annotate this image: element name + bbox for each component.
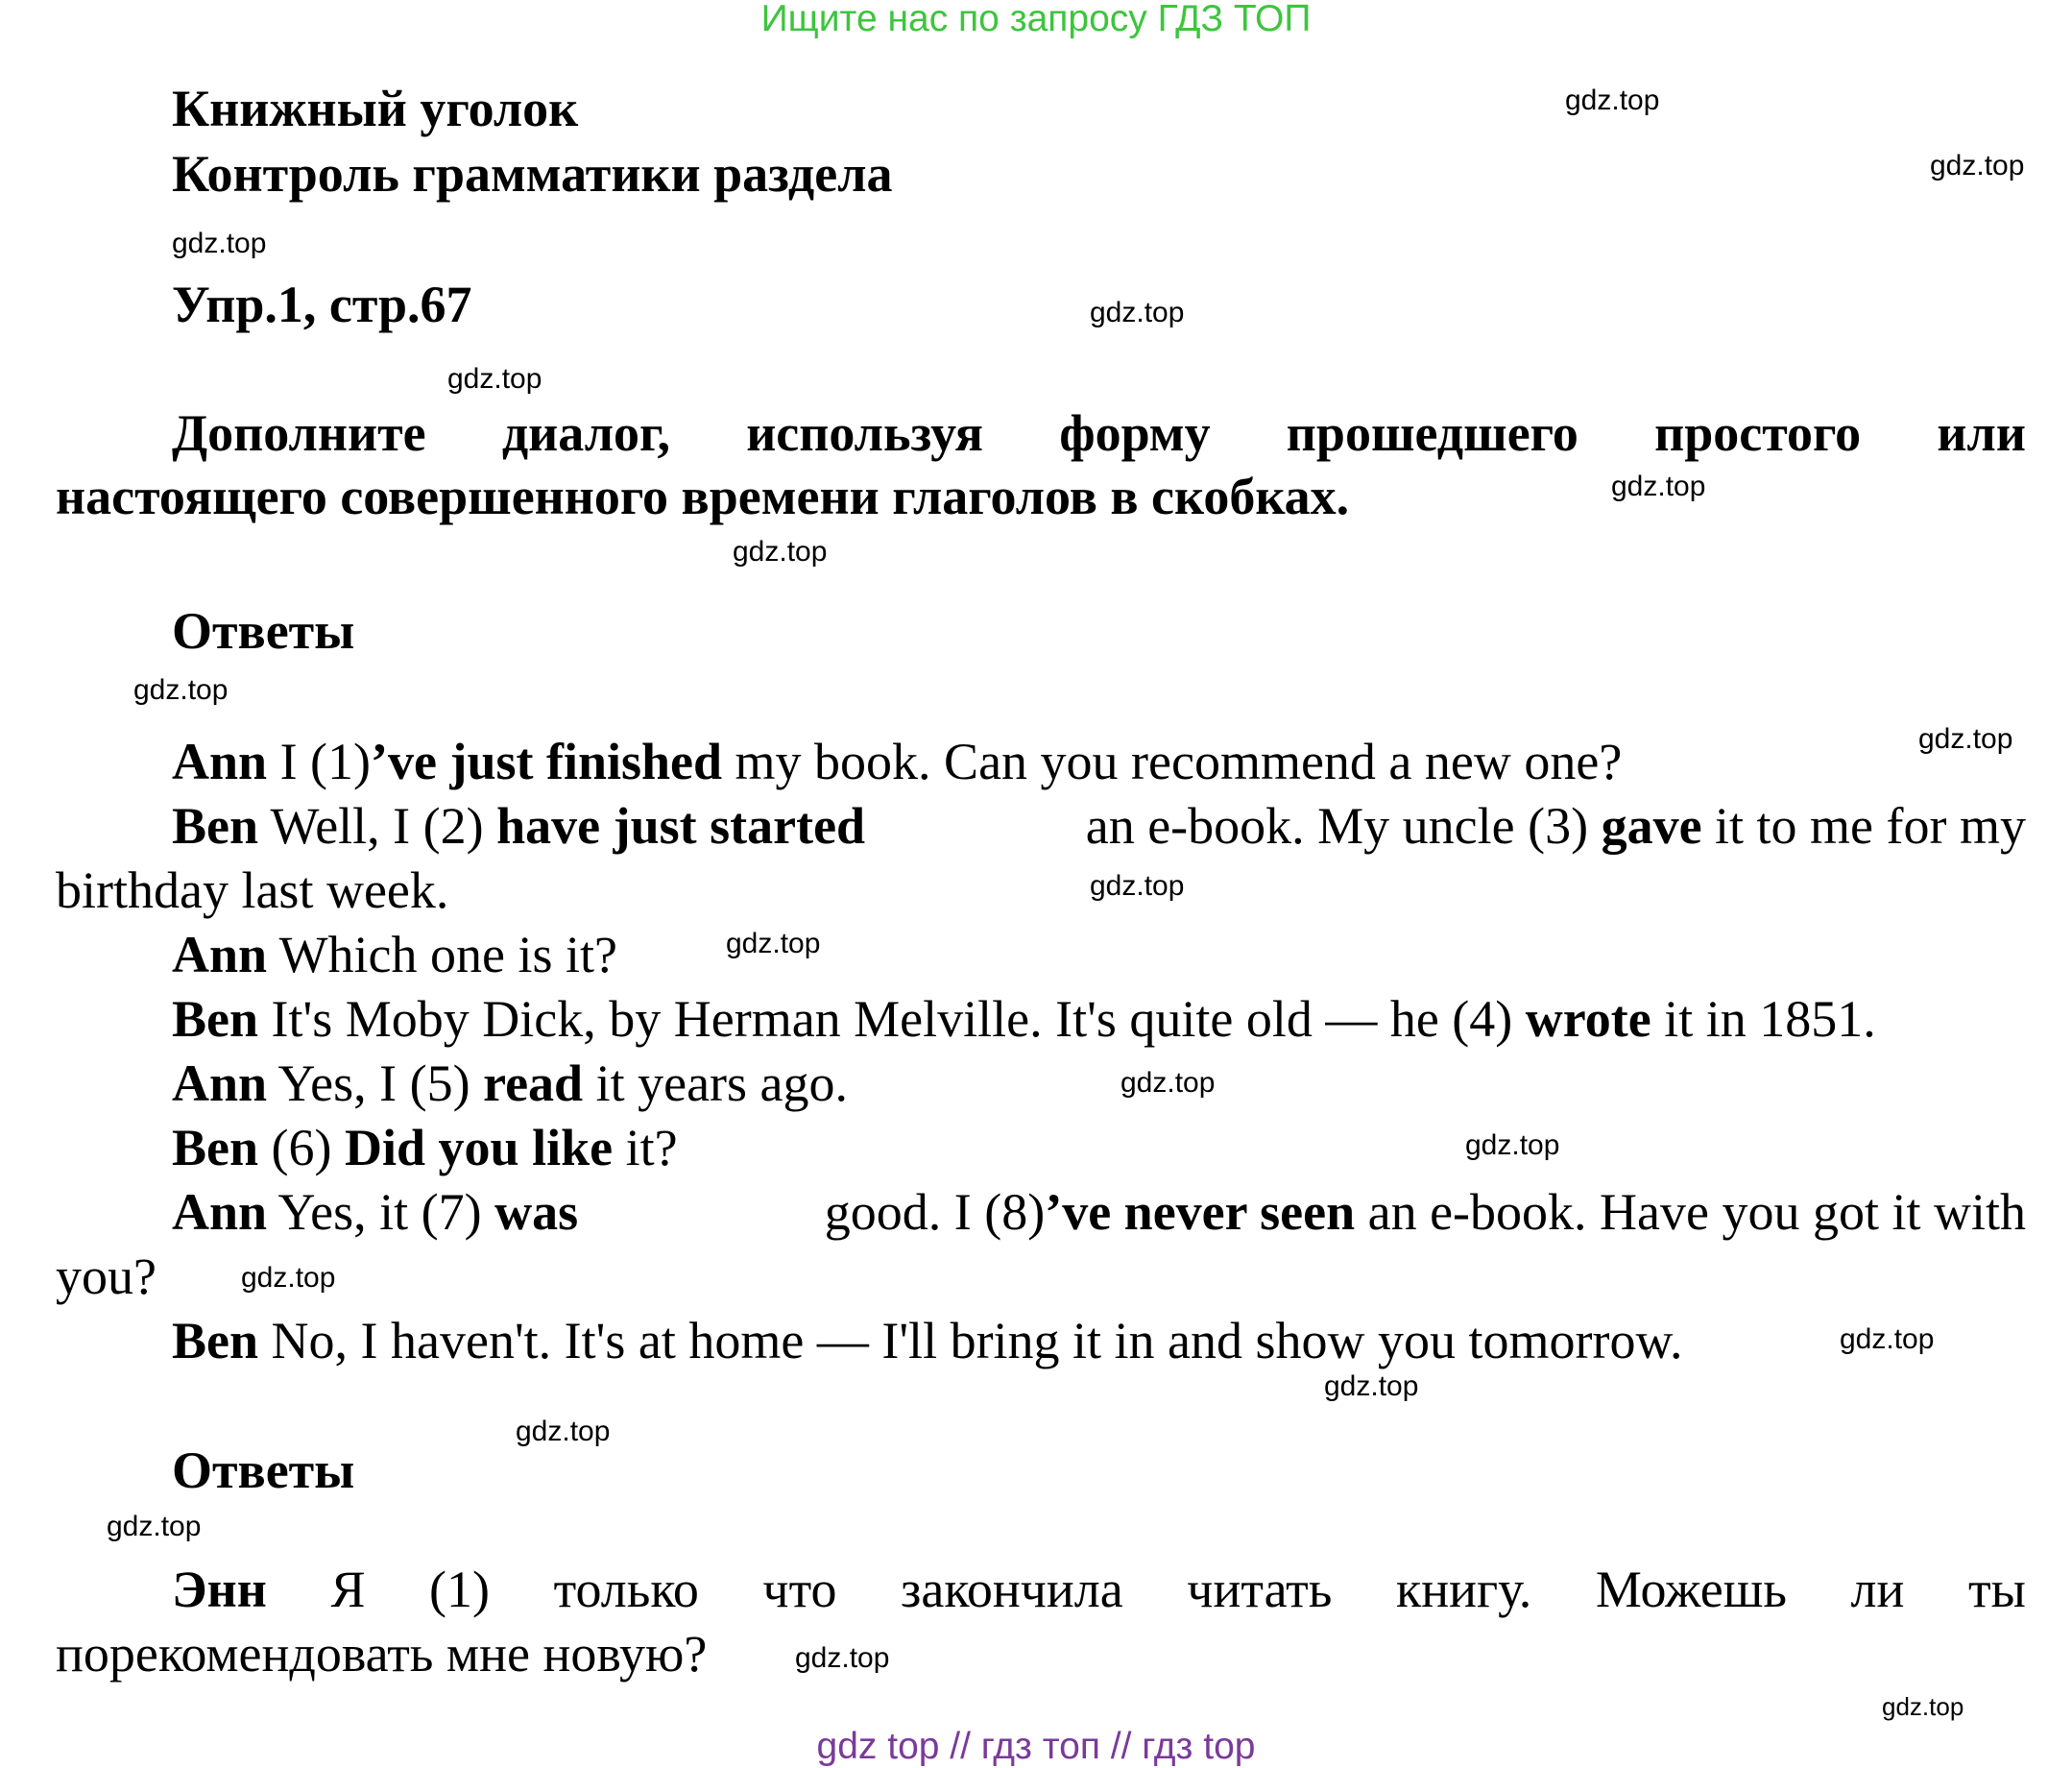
speaker: Ann [172,1183,268,1241]
speaker: Ann [172,926,268,983]
dialogue [56,730,2026,1373]
word: диалог, [501,404,670,462]
dialogue-line: Ann Which one is it? [172,926,617,983]
dialogue-line: Ann Yes, I (5) read it years ago. [172,1054,848,1112]
dialogue-line: Ben (6) Did you like it? [172,1119,678,1176]
watermark: gdz.top [447,363,542,395]
watermark: gdz.top [1465,1129,1560,1161]
dialogue-line: Ann Yes, it (7) was good. I (8)’ve never seen an e-book. Have you got it with [172,1183,2026,1241]
word: используя [746,404,983,462]
word: ли [1850,1561,1905,1618]
word: закончила [901,1561,1123,1618]
word: Энн [172,1561,267,1618]
watermark: gdz.top [1840,1323,1935,1355]
word: Дополните [172,404,426,462]
dialogue-line: Ben It's Moby Dick, by Herman Melville. It's quite old — he (4) wrote it in 1851. [172,990,1876,1048]
word: только [553,1561,699,1618]
task-line-1 [56,403,2026,463]
dialogue-line: Ben No, I haven't. It's at home — I'll bring it in and show you tomorrow. [172,1312,1683,1369]
dialogue-line: Ben Well, I (2) have just started an e-book. My uncle (3) gave it to me for my [172,797,2026,855]
dialogue-line: Ann I (1)’ve just finished my book. Can you recommend a new one? [172,733,1623,790]
watermark: gdz.top [1611,471,1706,502]
translation-line-1 [56,1558,2026,1622]
watermark: gdz.top [733,536,828,568]
watermark: gdz.top [1324,1370,1419,1402]
dialogue-line-continued: you? [56,1247,157,1305]
speaker: Ben [172,797,259,855]
exercise-number: Упр.1, стр.67 [172,276,472,333]
translation-line-2: порекомендовать мне новую? [56,1625,708,1683]
watermark: gdz.top [516,1416,611,1447]
speaker: Ben [172,1312,259,1369]
watermark: gdz.top [1930,150,2025,182]
speaker: Ann [172,1054,268,1112]
watermark: gdz.top [133,674,229,706]
word: читать [1187,1561,1333,1618]
word: книгу. [1396,1561,1532,1618]
watermark: gdz.top [1918,723,2013,755]
answers-heading: Ответы [172,1441,355,1499]
watermark: gdz.top [1090,297,1185,328]
word: что [762,1561,837,1618]
watermark: gdz.top [1120,1067,1216,1099]
watermark: gdz.top [1090,870,1185,902]
answers-heading: Ответы [172,602,355,660]
speaker: Ben [172,990,259,1048]
watermark: gdz.top [795,1642,890,1674]
watermark: gdz.top [107,1511,202,1542]
word: простого [1654,404,1862,462]
watermark: gdz.top [172,228,267,259]
word: Можешь [1595,1561,1787,1618]
task-instruction [56,403,2026,526]
watermark: gdz.top [1882,1692,1964,1721]
dialogue-line-continued: birthday last week. [56,861,449,919]
task-line-2: настоящего совершенного времени глаголов в скобках. [56,468,1350,525]
word: Я [330,1561,366,1618]
word: или [1937,404,2026,462]
word: ты [1967,1561,2026,1618]
footer-watermark: gdz top // гдз топ // гдз top [816,1726,1256,1767]
watermark: gdz.top [726,928,821,959]
speaker: Ben [172,1119,259,1176]
section-title: Книжный уголок [172,80,579,137]
search-banner: Ищите нас по запросу ГДЗ ТОП [760,0,1312,39]
translation [56,1558,2026,1686]
watermark: gdz.top [1565,85,1660,116]
word: прошедшего [1286,404,1578,462]
word: форму [1059,404,1211,462]
speaker: Ann [172,733,268,790]
section-subtitle: Контроль грамматики раздела [172,145,893,203]
watermark: gdz.top [241,1262,336,1294]
word: (1) [429,1561,491,1618]
